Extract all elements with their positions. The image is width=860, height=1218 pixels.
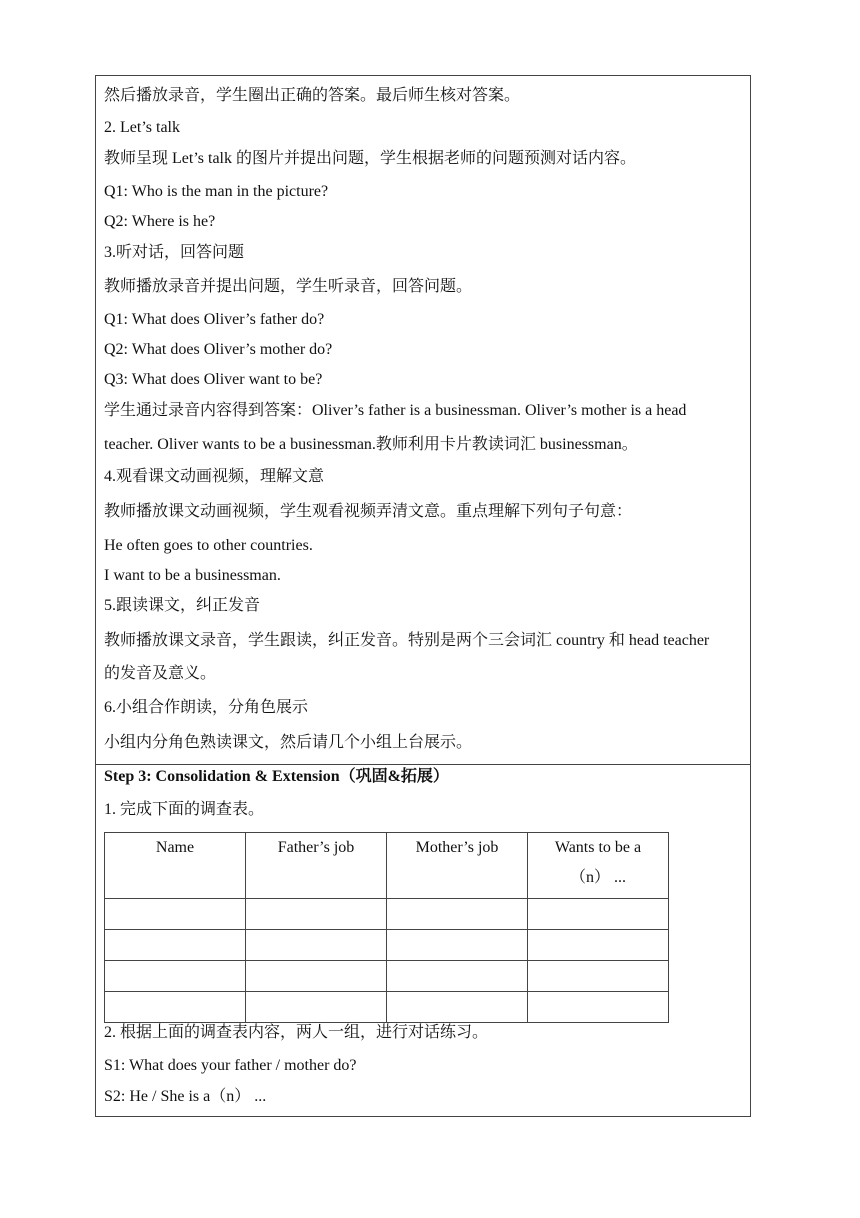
header-mother-job: Mother’s job [415,839,499,856]
survey-cell[interactable] [387,961,528,992]
text-line: 的发音及意义。 [104,665,217,682]
section-heading: 2. Let’s talk [104,119,180,136]
section-heading: 5.跟读课文，纠正发音 [104,597,261,614]
survey-cell[interactable] [246,961,387,992]
dialogue-line-s2: S2: He / She is a（n） ... [104,1088,267,1105]
survey-header-cell [246,833,387,899]
text-line: 教师播放课文动画视频，学生观看视频弄清文意。重点理解下列句子句意： [104,503,633,520]
survey-row [105,992,669,1023]
text-line: 然后播放录音，学生圈出正确的答案。最后师生核对答案。 [104,87,521,104]
survey-cell[interactable] [528,899,669,930]
survey-cell[interactable] [387,899,528,930]
survey-cell[interactable] [528,992,669,1023]
question-line: Q3: What does Oliver want to be? [104,371,323,388]
survey-header-cell [387,833,528,899]
sentence-line: I want to be a businessman. [104,567,281,584]
section-heading: 3.听对话，回答问题 [104,244,245,261]
survey-header-cell [105,833,246,899]
step3-title: Step 3: Consolidation & Extension（巩固&拓展） [104,768,449,785]
text-line: 小组内分角色熟读课文，然后请几个小组上台展示。 [104,734,473,751]
text-line: 学生通过录音内容得到答案：Oliver’s father is a businessman. Oliver’s mother is a head [104,402,687,419]
header-wants-to-be-line2: （n） ... [569,869,626,886]
text-line: 教师播放录音并提出问题，学生听录音，回答问题。 [104,278,473,295]
survey-table [104,832,669,1023]
survey-header-cell [528,833,669,899]
survey-cell[interactable] [246,899,387,930]
text-line: 教师呈现 Let’s talk 的图片并提出问题，学生根据老师的问题预测对话内容。 [104,150,636,167]
survey-cell[interactable] [105,992,246,1023]
survey-cell[interactable] [105,899,246,930]
question-line: Q1: What does Oliver’s father do? [104,311,325,328]
sentence-line: He often goes to other countries. [104,537,313,554]
question-line: Q2: What does Oliver’s mother do? [104,341,333,358]
text-line: 教师播放课文录音，学生跟读，纠正发音。特别是两个三会词汇 country 和 head teacher [104,632,710,649]
step3-item2: 2. 根据上面的调查表内容，两人一组，进行对话练习。 [104,1024,489,1041]
survey-cell[interactable] [105,930,246,961]
header-name: Name [155,839,195,856]
survey-cell[interactable] [528,930,669,961]
survey-cell[interactable] [387,992,528,1023]
step3-item1: 1. 完成下面的调查表。 [104,801,265,818]
question-line: Q1: Who is the man in the picture? [104,183,329,200]
survey-cell[interactable] [528,961,669,992]
survey-cell[interactable] [246,992,387,1023]
survey-cell[interactable] [387,930,528,961]
section-heading: 6.小组合作朗读，分角色展示 [104,699,309,716]
survey-cell[interactable] [246,930,387,961]
survey-row [105,961,669,992]
survey-cell[interactable] [105,961,246,992]
dialogue-line-s1: S1: What does your father / mother do? [104,1057,357,1074]
survey-row [105,930,669,961]
header-father-job: Father’s job [277,839,355,856]
question-line: Q2: Where is he? [104,213,216,230]
header-wants-to-be: Wants to be a [554,839,642,856]
survey-row [105,899,669,930]
text-line: teacher. Oliver wants to be a businessman.教师利用卡片教读词汇 businessman。 [104,436,638,453]
section-heading: 4.观看课文动画视频，理解文意 [104,468,325,485]
survey-header-row [105,833,669,899]
